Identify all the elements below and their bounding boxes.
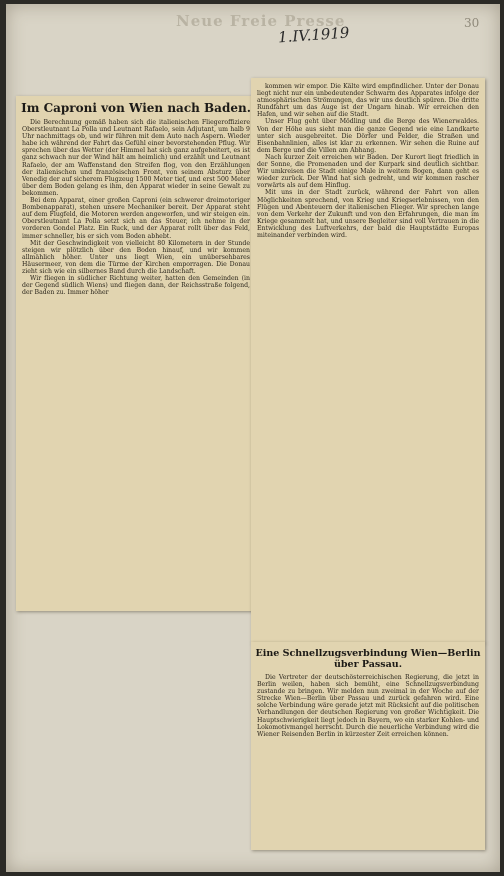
paragraph: Die Berechnung gemäß haben sich die italienischen Fliegeroffiziere Oberstleutnant La Polla und Leutnant Rafaelo, sein Adjutant, um halb 9 Uhr nachmittags ob, und wir führen mit dem Auto nach Aspern. Wieder habe ich während der Fahrt das Gefühl einer bevorstehenden Pflug. Wir sprechen über das Wetter (der Himmel hat sich ganz aufgeheitert, es ist ganz schwach nur der Wind hält am heimlich) und erzählt und Leutnant Rafaelo, der am Waffenstand den Streifen flog, von den Erzählungen der italienischen und französischen Front, von seinem Absturz über Venedig der auf sicherem Flugzeug 1500 Meter tief, und erst 500 Meter über dem Boden gelang es ihm, den Apparat wieder in seine Gewalt zu bekommen.: [22, 119, 250, 197]
paragraph: kommen wir empor. Die Kälte wird empfindlicher. Unter der Donau liegt nicht nur ein unbedeutender Schwarm des Apparates infolge der atmosphärischen Strömungen, das wir uns deutlich spüren. Die dritte Rundfahrt um das Auge ist der Ungarn hinab. Wir erreichen den Hafen, und wir sehen auf die Stadt.: [257, 83, 479, 119]
paragraph: Mit uns in der Stadt zurück, während der Fahrt von allen Möglichkeiten sprechend, von Krieg und Kriegserlebnissen, von den Flügen und Abenteuern der italienischen Flieger. Wir sprechen lange von dem Verkehr der Zukunft und von den Erfahrungen, die man im Kriege gesammelt hat, und unsere Begleiter sind voll Vertrauen in die Entwicklung des Luftverkehrs, der bald die Hauptstädte Europas miteinander verbinden wird.: [257, 189, 479, 239]
newspaper-masthead: Neue Freie Presse: [176, 12, 346, 30]
article-body: [257, 674, 479, 844]
paragraph: Nach kurzer Zeit erreichen wir Baden. Der Kurort liegt friedlich in der Sonne, die Promenaden und der Kurpark sind deutlich sichtbar. Wir umkreisen die Stadt einige Male in weitem Bogen, dann geht es wieder zurück. Der Wind hat sich gedreht, und wir kommen rascher vorwärts als auf dem Hinflug.: [257, 153, 479, 190]
clipping-article-train: [251, 642, 485, 850]
paragraph: Unser Flug geht über Mödling und die Berge des Wienerwaldes. Von der Höhe aus sieht man die ganze Gegend wie eine Landkarte unter sich ausgebreitet. Die Dörfer und Felder, die Straßen und Eisenbahnlinien, alles ist klar zu erkennen. Wir sehen die Ruine auf dem Berge und die Villen am Abhang.: [257, 118, 479, 154]
paragraph: Wir fliegen in südlicher Richtung weiter, hatten den Gemeinden (in der Gegend südlich Wiens) und fliegen dann, der Reichsstraße folgend, der Baden zu. Immer höher: [22, 275, 250, 297]
article-headline: Im Caproni von Wien nach Baden.: [21, 101, 251, 115]
paragraph: Die Vertreter der deutschösterreichischen Regierung, die jetzt in Berlin weilen, haben sich bemüht, eine Schnellzugsverbindung zustande zu bringen. Wir melden nun zweimal in der Woche auf der Strecke Wien—Berlin über Passau und zurück gefahren wird. Eine solche Verbindung wäre gerade jetzt mit Rücksicht auf die politischen Verhandlungen der deutschen Regierung von großer Wichtigkeit. Die Hauptschwierigkeit liegt jedoch in Bayern, wo ein starker Kohlen- und Lokomotivmangel herrscht. Durch die neuerliche Verbindung wird die Wiener Reisenden Berlin in kürzester Zeit erreichen können.: [257, 674, 479, 738]
article-body: [22, 119, 250, 611]
article-headline: Eine Schnellzugsverbindung Wien—Berlin über Passau.: [255, 648, 481, 670]
paragraph: Bei dem Apparat, einer großen Caproni (ein schwerer dreimotoriger Bombenapparat), stehen unsere Mechaniker bereit. Der Apparat steht auf dem Flugfeld, die Motoren werden angeworfen, und wir steigen ein. Oberstleutnant La Polla setzt sich an das Steuer, ich nehme in der vorderen Gondel Platz. Ein Ruck, und der Apparat rollt über das Feld, immer schneller, bis er sich vom Boden abhebt.: [22, 197, 250, 240]
page-number: 30: [464, 16, 480, 30]
clipping-article-caproni: [16, 96, 256, 611]
paragraph: Mit der Geschwindigkeit von vielleicht 80 Kilometern in der Stunde steigen wir plötzlich über den Boden hinauf, und wir kommen allmählich höher. Unter uns liegt Wien, ein unübersehbares Häusermeer, von dem die Türme der Kirchen emporragen. Die Donau zieht sich wie ein silbernes Band durch die Landschaft.: [22, 239, 250, 275]
article-body: [257, 83, 479, 639]
handwritten-date: 1.IV.1919: [277, 23, 350, 47]
clipping-article-continuation: [251, 78, 485, 643]
